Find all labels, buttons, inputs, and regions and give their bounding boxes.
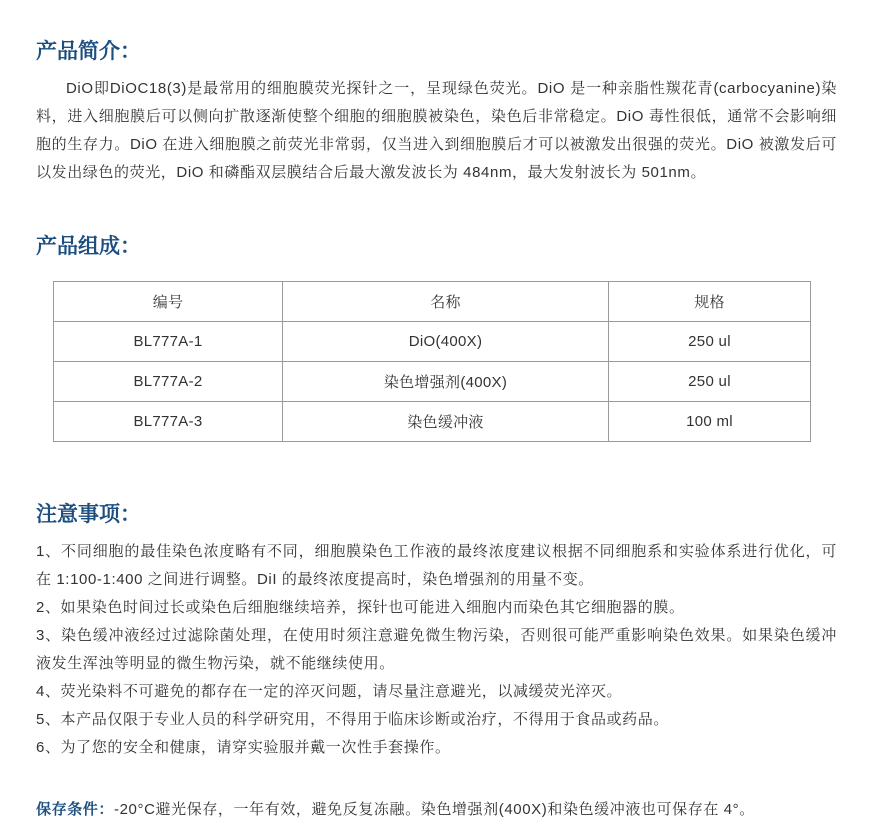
- cell-name: 染色缓冲液: [283, 402, 609, 442]
- table-header-id: 编号: [54, 282, 283, 322]
- note-item: 3、染色缓冲液经过过滤除菌处理，在使用时须注意避免微生物污染，否则很可能严重影响染色效果。如果染色缓冲液发生浑浊等明显的微生物污染，就不能继续使用。: [36, 627, 837, 672]
- storage-label: 保存条件：: [36, 801, 115, 818]
- table-row: [54, 322, 811, 362]
- table-header-spec: 规格: [609, 282, 811, 322]
- note-item: 5、本产品仅限于专业人员的科学研究用，不得用于临床诊断或治疗，不得用于食品或药品。: [36, 711, 669, 728]
- cell-spec: 250 ul: [609, 362, 811, 402]
- note-item: 4、荧光染料不可避免的都存在一定的淬灭问题，请尽量注意避光，以减缓荧光淬灭。: [36, 683, 623, 700]
- cell-id: BL777A-3: [54, 402, 283, 442]
- cell-id: BL777A-2: [54, 362, 283, 402]
- table-header-row: [54, 282, 811, 322]
- composition-table-wrap: [53, 281, 810, 442]
- table-header-name: 名称: [283, 282, 609, 322]
- intro-paragraph: DiO即DiOC18(3)是最常用的细胞膜荧光探针之一，呈现绿色荧光。DiO 是一种亲脂性羰花青(carbocyanine)染料，进入细胞膜后可以侧向扩散逐渐使整个细胞的细胞膜被染色，染色后非常稳定。DiO 毒性很低，通常不会影响细胞的生存力。DiO 在进入细胞膜之前荧光非常弱，仅当进入到细胞膜后才可以被激发出很强的荧光。DiO 被激发后可以发出绿色的荧光，DiO 和磷酯双层膜结合后最大激发波长为 484nm，最大发射波长为 501nm。: [36, 80, 837, 181]
- cell-spec: 250 ul: [609, 322, 811, 362]
- cell-id: BL777A-1: [54, 322, 283, 362]
- note-item: 6、为了您的安全和健康，请穿实验服并戴一次性手套操作。: [36, 739, 451, 756]
- composition-heading: 产品组成：: [36, 235, 141, 258]
- cell-name: 染色增强剂(400X): [283, 362, 609, 402]
- note-item: 1、不同细胞的最佳染色浓度略有不同，细胞膜染色工作液的最终浓度建议根据不同细胞系和实验体系进行优化，可在 1:100-1:400 之间进行调整。DiI 的最终浓度提高时，染色增强剂的用量不变。: [36, 543, 837, 588]
- note-item: 2、如果染色时间过长或染色后细胞继续培养，探针也可能进入细胞内而染色其它细胞器的膜。: [36, 599, 685, 616]
- storage-text: -20°C避光保存，一年有效，避免反复冻融。染色增强剂(400X)和染色缓冲液也可保存在 4°。: [114, 801, 755, 818]
- notes-list: [36, 538, 837, 762]
- cell-spec: 100 ml: [609, 402, 811, 442]
- table-row: [54, 362, 811, 402]
- storage-conditions: [36, 796, 837, 824]
- notes-heading: 注意事项：: [36, 503, 141, 526]
- composition-table: [53, 281, 811, 442]
- table-row: [54, 402, 811, 442]
- intro-heading: 产品简介：: [36, 40, 141, 63]
- cell-name: DiO(400X): [283, 322, 609, 362]
